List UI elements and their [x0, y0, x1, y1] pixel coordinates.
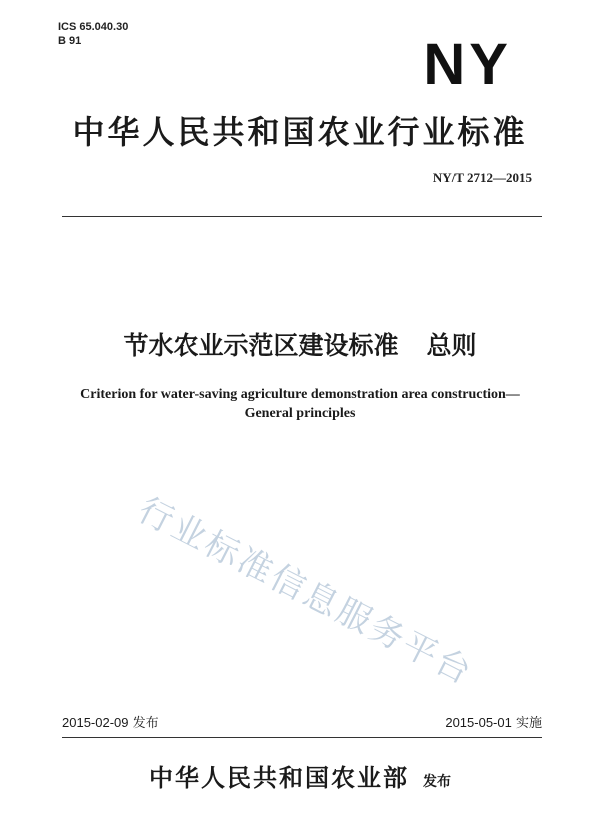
issue-date-label: 发布: [132, 716, 159, 731]
watermark: 行业标准信息服务平台: [131, 490, 480, 694]
standard-number: NY/T 2712—2015: [432, 170, 532, 185]
document-title-sub: 总则: [426, 331, 477, 360]
document-title-en: [0, 385, 600, 423]
issue-date: [62, 715, 159, 732]
document-title-main: 节水农业示范区建设标准: [123, 331, 399, 360]
document-title-en-line2: General principles: [244, 406, 356, 421]
ccs-code: B 91: [58, 35, 82, 47]
ics-code: ICS 65.040.30: [58, 21, 129, 33]
issuer-suffix: 发布: [423, 774, 451, 790]
implementation-date-label: 实施: [515, 716, 542, 731]
standard-category-title: 中华人民共和国农业行业标准: [72, 113, 528, 151]
document-title-cn: [0, 330, 600, 362]
implementation-date: [445, 715, 542, 732]
issuer: [0, 762, 600, 798]
implementation-date-value: 2015-05-01: [445, 715, 512, 730]
issuer-name: 中华人民共和国农业部: [149, 764, 409, 792]
footer-divider: [62, 737, 542, 738]
header-divider: [62, 216, 542, 217]
document-title-en-line1: Criterion for water-saving agriculture demonstration area construction—: [80, 387, 520, 402]
issue-date-value: 2015-02-09: [62, 715, 129, 730]
ny-standard-mark: NY: [423, 32, 512, 97]
